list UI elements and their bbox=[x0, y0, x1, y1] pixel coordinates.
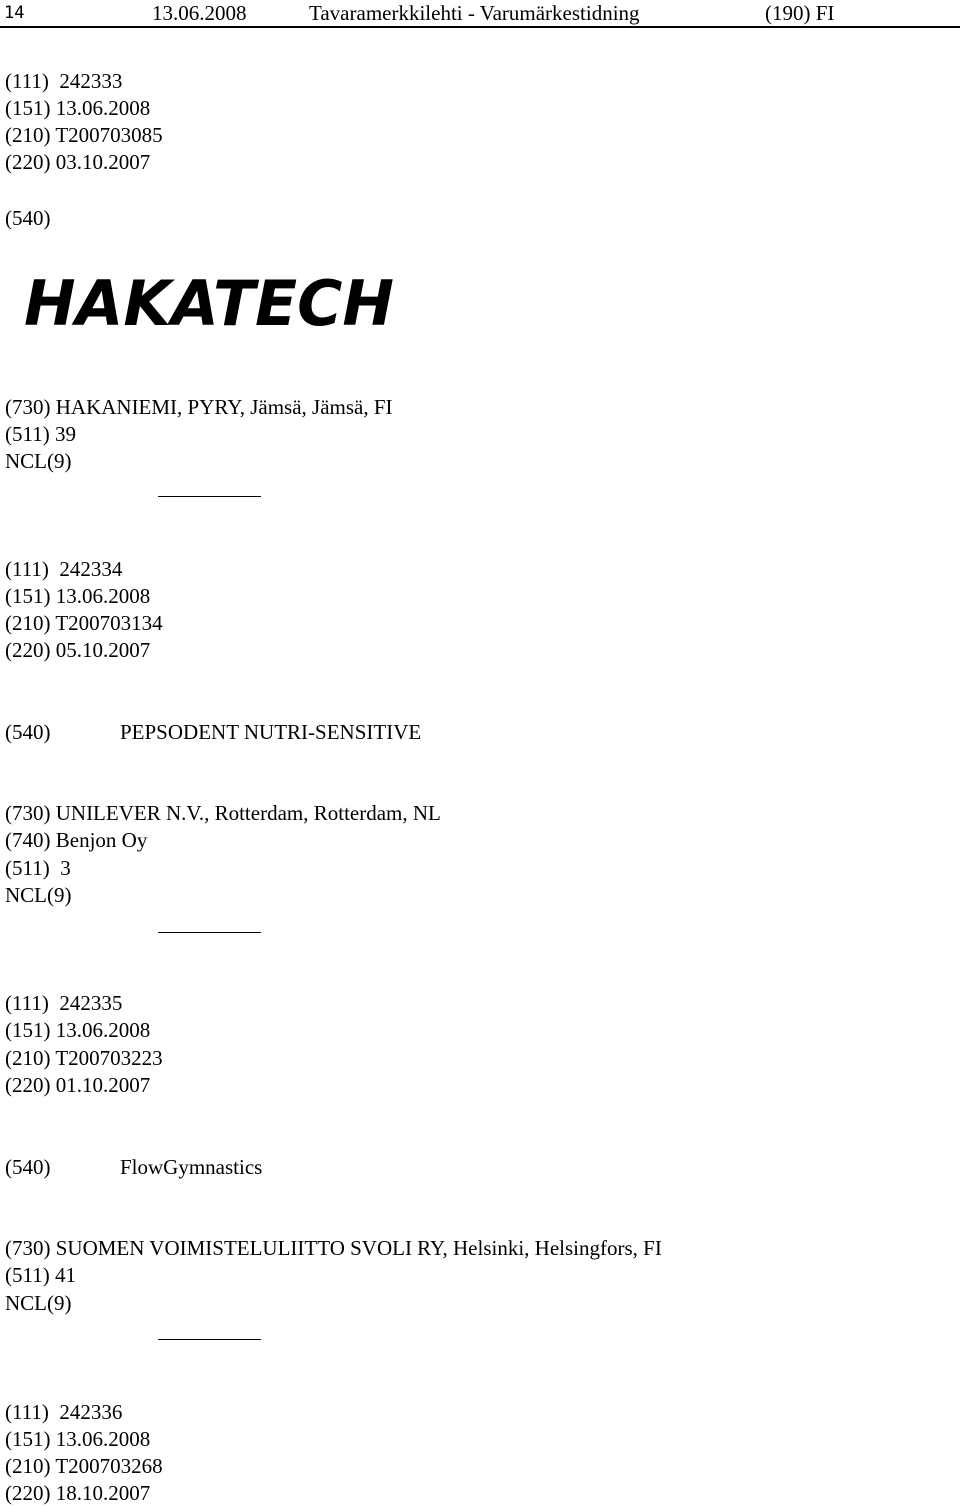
filing-date: (220) 03.10.2007 bbox=[5, 150, 151, 174]
registration-number: (111) 242335 bbox=[5, 991, 123, 1015]
class-numbers: (511) 3 bbox=[5, 856, 71, 880]
page-number: 14 bbox=[4, 3, 25, 23]
filing-date: (220) 18.10.2007 bbox=[5, 1481, 151, 1505]
mark-text: PEPSODENT NUTRI-SENSITIVE bbox=[120, 720, 422, 744]
mark-code: (540) bbox=[5, 720, 51, 744]
application-number: (210) T200703223 bbox=[5, 1046, 163, 1070]
registration-number: (111) 242333 bbox=[5, 69, 123, 93]
registration-date: (151) 13.06.2008 bbox=[5, 1018, 151, 1042]
entry-separator bbox=[158, 1339, 261, 1340]
class-numbers: (511) 39 bbox=[5, 422, 76, 446]
registration-number: (111) 242334 bbox=[5, 557, 123, 581]
agent: (740) Benjon Oy bbox=[5, 828, 148, 852]
country-code: (190) FI bbox=[765, 1, 835, 25]
registration-date: (151) 13.06.2008 bbox=[5, 584, 151, 608]
entry-separator bbox=[158, 496, 261, 497]
filing-date: (220) 05.10.2007 bbox=[5, 638, 151, 662]
holder: (730) UNILEVER N.V., Rotterdam, Rotterdam, NL bbox=[5, 801, 441, 825]
ncl-edition: NCL(9) bbox=[5, 449, 72, 473]
holder: (730) SUOMEN VOIMISTELULIITTO SVOLI RY, Helsinki, Helsingfors, FI bbox=[5, 1236, 662, 1260]
publication-title: Tavaramerkkilehti - Varumärkestidning bbox=[309, 1, 640, 25]
mark-code: (540) bbox=[5, 1155, 51, 1179]
filing-date: (220) 01.10.2007 bbox=[5, 1073, 151, 1097]
hakatech-logo bbox=[22, 262, 400, 332]
class-numbers: (511) 41 bbox=[5, 1263, 76, 1287]
application-number: (210) T200703268 bbox=[5, 1454, 163, 1478]
ncl-edition: NCL(9) bbox=[5, 883, 72, 907]
application-number: (210) T200703134 bbox=[5, 611, 163, 635]
registration-date: (151) 13.06.2008 bbox=[5, 1427, 151, 1451]
header-date: 13.06.2008 bbox=[152, 1, 247, 25]
holder: (730) HAKANIEMI, PYRY, Jämsä, Jämsä, FI bbox=[5, 395, 393, 419]
registration-date: (151) 13.06.2008 bbox=[5, 96, 151, 120]
registration-number: (111) 242336 bbox=[5, 1400, 123, 1424]
entry-separator bbox=[158, 932, 261, 933]
application-number: (210) T200703085 bbox=[5, 123, 163, 147]
logo-wordmark: HAKATECH bbox=[24, 267, 394, 332]
ncl-edition: NCL(9) bbox=[5, 1291, 72, 1315]
header-rule bbox=[0, 26, 960, 28]
mark-text: FlowGymnastics bbox=[120, 1155, 263, 1179]
mark-code: (540) bbox=[5, 206, 51, 230]
